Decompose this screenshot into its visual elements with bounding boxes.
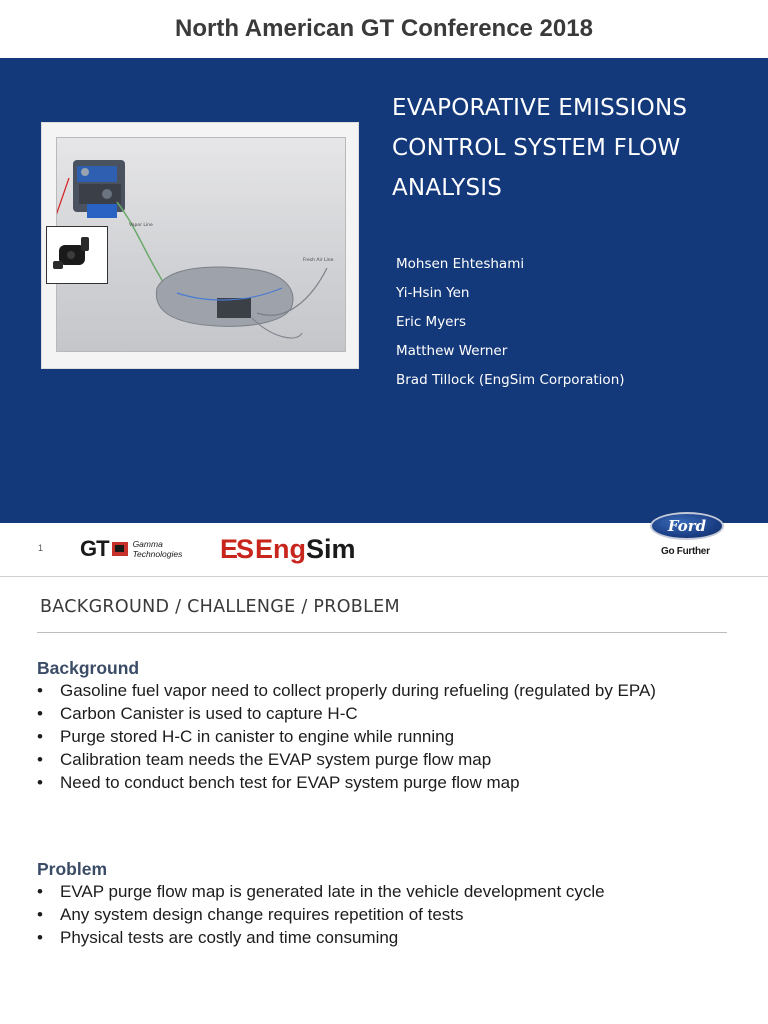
list-item: • Calibration team needs the EVAP system purge flow map bbox=[37, 748, 747, 771]
slide-title: BACKGROUND / CHALLENGE / PROBLEM bbox=[40, 597, 400, 617]
slide-footer bbox=[0, 517, 768, 576]
title-panel bbox=[0, 58, 768, 523]
problem-heading: Problem bbox=[37, 859, 108, 879]
evap-system-figure bbox=[41, 122, 359, 369]
vapor-line-label: Vapor Line bbox=[129, 223, 153, 228]
problem-section bbox=[37, 858, 747, 949]
purge-valve-inset bbox=[46, 226, 108, 284]
ford-oval-icon: Ford bbox=[650, 512, 724, 540]
author-list bbox=[396, 250, 756, 395]
gamma-technologies-text: Gamma Technologies bbox=[132, 539, 183, 559]
author-name: Yi-Hsin Yen bbox=[396, 285, 470, 301]
problem-list bbox=[37, 880, 747, 949]
ford-logo bbox=[647, 512, 727, 572]
background-section bbox=[37, 657, 747, 794]
background-slide bbox=[0, 577, 768, 1024]
gt-square-icon bbox=[112, 542, 128, 556]
list-item: • Gasoline fuel vapor need to collect properly during refueling (regulated by EPA) bbox=[37, 679, 747, 702]
engsim-wordmark: EngSim bbox=[255, 533, 356, 564]
gamma-technologies-logo bbox=[80, 536, 182, 562]
presentation-title bbox=[392, 88, 752, 208]
author-name: Brad Tillock (EngSim Corporation) bbox=[396, 372, 625, 388]
conference-title: North American GT Conference 2018 bbox=[175, 15, 593, 42]
list-item: • Need to conduct bench test for EVAP system purge flow map bbox=[37, 771, 747, 794]
engsim-logo bbox=[220, 531, 356, 567]
background-list bbox=[37, 679, 747, 794]
engine-illustration bbox=[73, 160, 125, 218]
ford-tagline: Go Further bbox=[661, 546, 710, 557]
list-item: • Physical tests are costly and time consuming bbox=[37, 926, 747, 949]
title-line: EVAPORATIVE EMISSIONS bbox=[392, 95, 688, 121]
fresh-air-line-label: Fresh Air Line bbox=[303, 258, 334, 263]
title-line: ANALYSIS bbox=[392, 175, 503, 201]
author-name: Eric Myers bbox=[396, 314, 467, 330]
list-item: • Carbon Canister is used to capture H-C bbox=[37, 702, 747, 725]
purge-valve-icon bbox=[47, 227, 107, 283]
gt-logo-text: GT bbox=[80, 536, 109, 561]
author-name: Mohsen Ehteshami bbox=[396, 256, 525, 272]
engsim-es-mark: ES bbox=[220, 533, 253, 564]
title-line: CONTROL SYSTEM FLOW bbox=[392, 135, 681, 161]
title-divider bbox=[37, 632, 727, 633]
list-item: • EVAP purge flow map is generated late in the vehicle development cycle bbox=[37, 880, 747, 903]
author-name: Matthew Werner bbox=[396, 343, 508, 359]
page-number: 1 bbox=[38, 543, 44, 553]
fuel-tank-illustration bbox=[156, 267, 293, 326]
list-item: • Any system design change requires repetition of tests bbox=[37, 903, 747, 926]
background-heading: Background bbox=[37, 658, 140, 678]
list-item: • Purge stored H-C in canister to engine while running bbox=[37, 725, 747, 748]
